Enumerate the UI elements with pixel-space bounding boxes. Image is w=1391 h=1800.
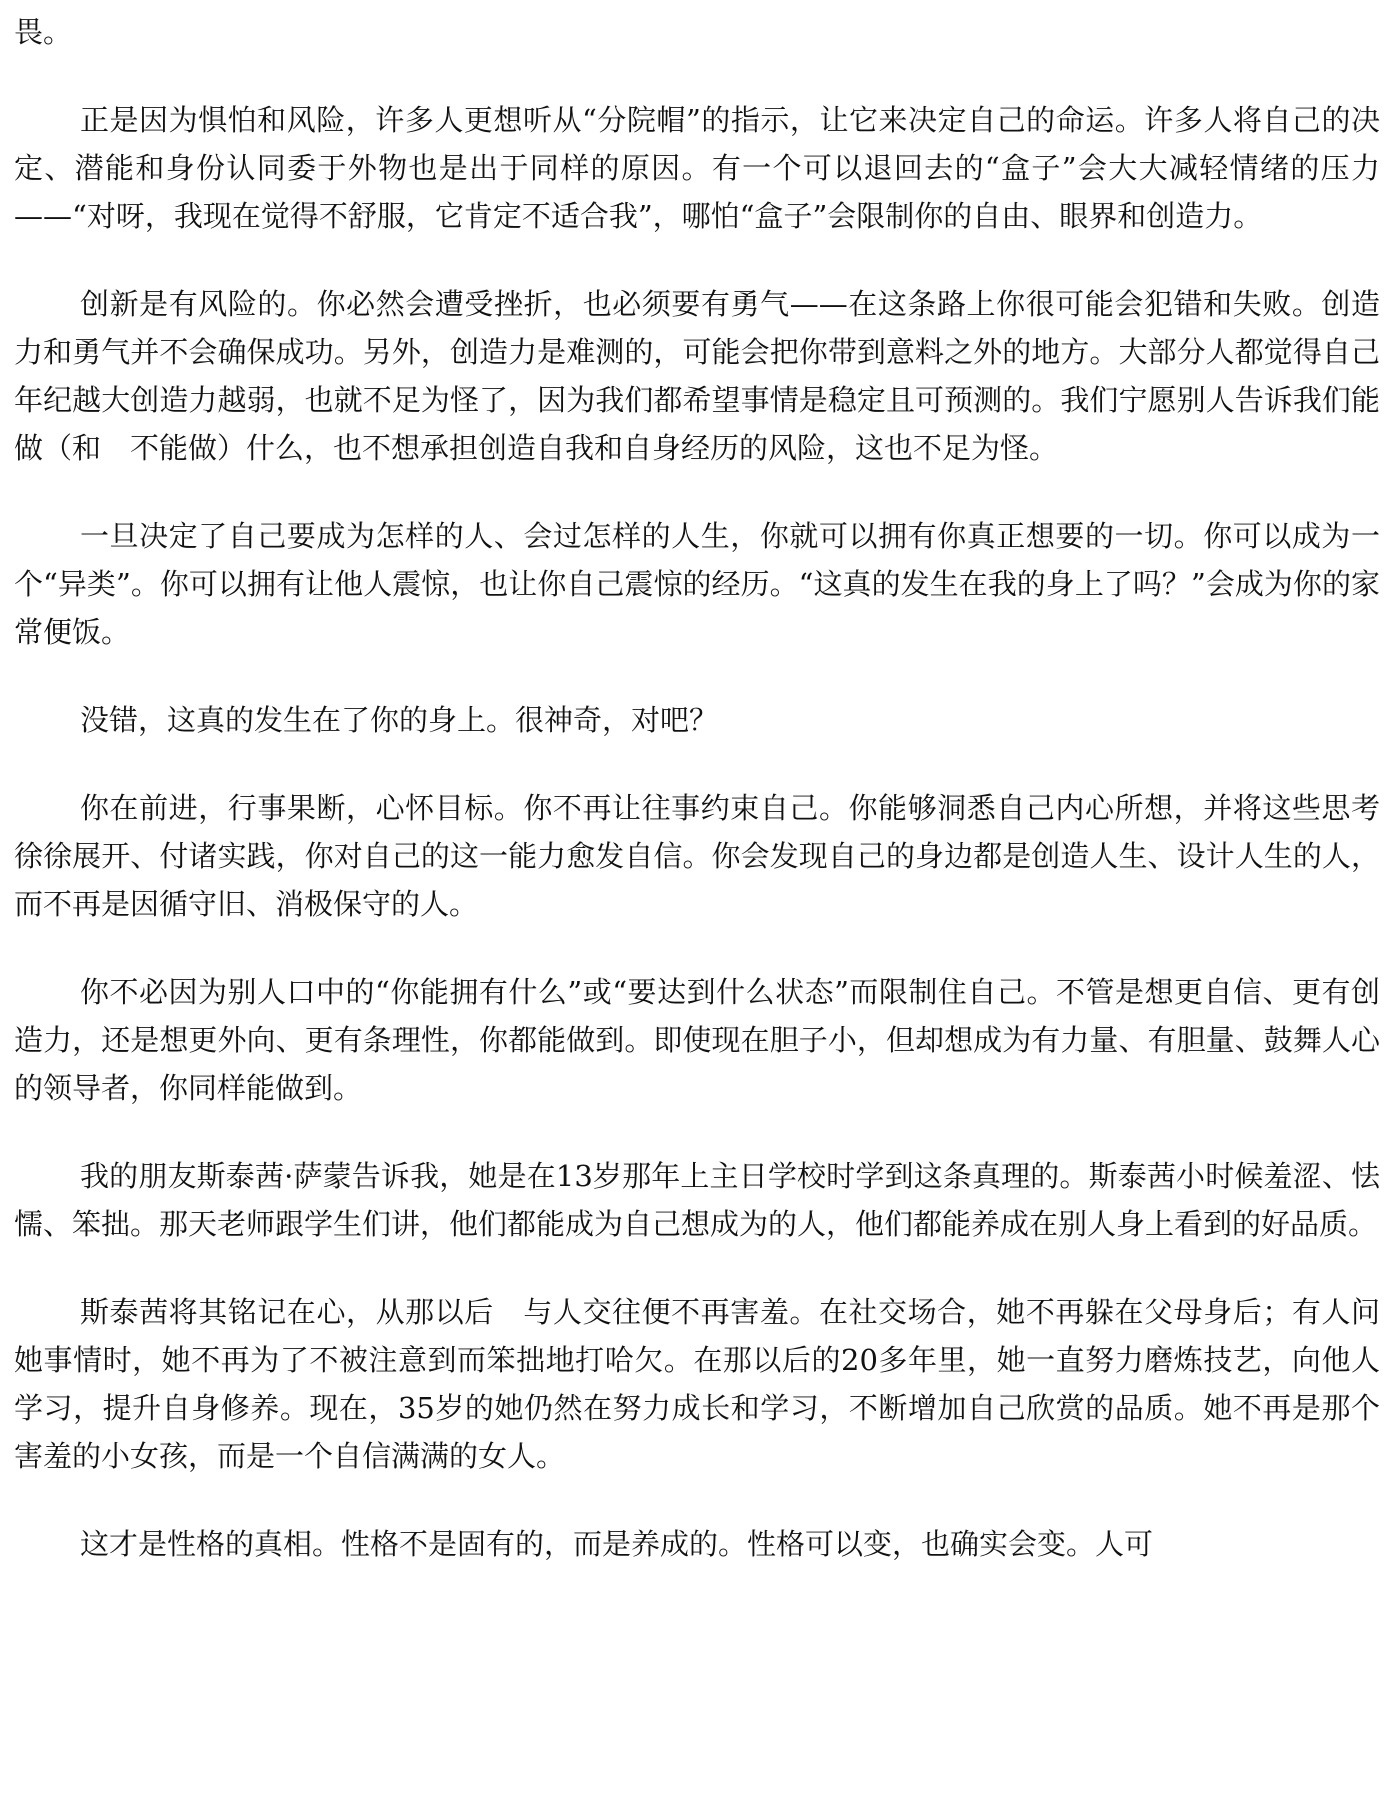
- paragraph-2: 正是因为惧怕和风险，许多人更想听从“分院帽”的指示，让它来决定自己的命运。许多人将自己的决定、潜能和身份认同委于外物也是出于同样的原因。有一个可以退回去的“盒子”会大大减轻情绪的压力——“对呀，我现在觉得不舒服，它肯定不适合我”，哪怕“盒子”会限制你的自由、眼界和创造力。: [14, 103, 1380, 233]
- paragraph-8: 我的朋友斯泰茜·萨蒙告诉我，她是在13岁那年上主日学校时学到这条真理的。斯泰茜小时候羞涩、怯懦、笨拙。那天老师跟学生们讲，他们都能成为自己想成为的人，他们都能养成在别人身上看到的好品质。: [14, 1159, 1380, 1241]
- paragraph-3: 创新是有风险的。你必然会遭受挫折，也必须要有勇气——在这条路上你很可能会犯错和失败。创造力和勇气并不会确保成功。另外，创造力是难测的，可能会把你带到意料之外的地方。大部分人都觉得自己年纪越大创造力越弱，也就不足为怪了，因为我们都希望事情是稳定且可预测的。我们宁愿别人告诉我们能做（和 不能做）什么，也不想承担创造自我和自身经历的风险，这也不足为怪。: [14, 287, 1380, 465]
- paragraph-10: 这才是性格的真相。性格不是固有的，而是养成的。性格可以变，也确实会变。人可: [80, 1527, 1154, 1561]
- paragraph-5: 没错，这真的发生在了你的身上。很神奇，对吧？: [80, 703, 719, 737]
- paragraph-9: 斯泰茜将其铭记在心，从那以后 与人交往便不再害羞。在社交场合，她不再躲在父母身后；有人问她事情时，她不再为了不被注意到而笨拙地打哈欠。在那以后的20多年里，她一直努力磨炼技艺，向他人学习，提升自身修养。现在，35岁的她仍然在努力成长和学习，不断增加自己欣赏的品质。她不再是那个害羞的小女孩，而是一个自信满满的女人。: [14, 1295, 1380, 1473]
- paragraph-4: 一旦决定了自己要成为怎样的人、会过怎样的人生，你就可以拥有你真正想要的一切。你可以成为一个“异类”。你可以拥有让他人震惊，也让你自己震惊的经历。“这真的发生在我的身上了吗？”会成为你的家常便饭。: [14, 519, 1380, 649]
- paragraph-6: 你在前进，行事果断，心怀目标。你不再让往事约束自己。你能够洞悉自己内心所想，并将这些思考徐徐展开、付诸实践，你对自己的这一能力愈发自信。你会发现自己的身边都是创造人生、设计人生的人，而不再是因循守旧、消极保守的人。: [14, 791, 1380, 921]
- paragraph-1: 畏。: [14, 15, 73, 49]
- document-page: [14, 0, 1380, 1608]
- paragraph-7: 你不必因为别人口中的“你能拥有什么”或“要达到什么状态”而限制住自己。不管是想更自信、更有创造力，还是想更外向、更有条理性，你都能做到。即使现在胆子小，但却想成为有力量、有胆量、鼓舞人心的领导者，你同样能做到。: [14, 975, 1380, 1105]
